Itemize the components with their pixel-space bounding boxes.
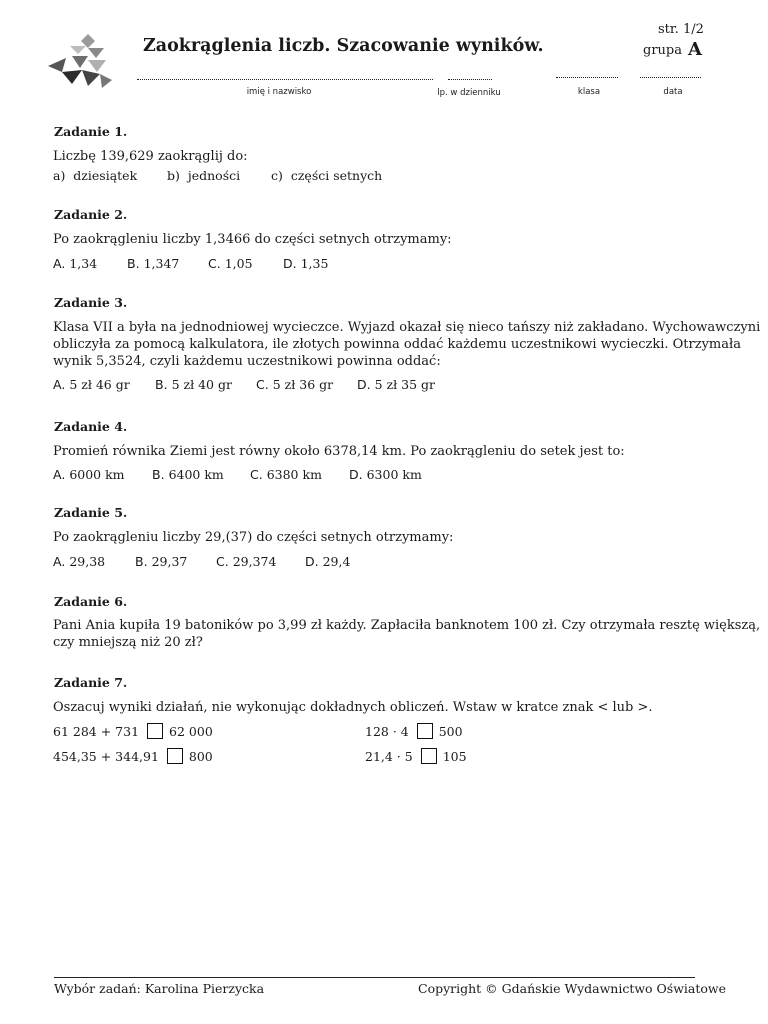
task-1-option-a: a) dziesiątek [53, 168, 138, 183]
task-2-text: Po zaokrągleniu liczby 1,3466 do części setnych otrzymamy: [53, 232, 452, 247]
task-3-option-b: B. 5 zł 40 gr [155, 377, 232, 392]
register-number-field-line[interactable] [448, 79, 492, 80]
answer-box[interactable] [167, 748, 183, 764]
task-1-option-b: b) jedności [167, 168, 241, 183]
task-3-title: Zadanie 3. [54, 295, 128, 310]
task-2-option-d: D. 1,35 [283, 256, 329, 271]
task-1-option-c: c) części setnych [271, 168, 383, 183]
date-field-label: data [663, 87, 683, 97]
task-5-text: Po zaokrągleniu liczby 29,(37) do części setnych otrzymamy: [53, 530, 454, 545]
task-3-text-line-2: obliczyła za pomocą kalkulatora, ile złotych powinna oddać każdemu uczestnikowi wycieczki. Otrzymała [53, 337, 741, 352]
task-7-item-2: 128 · 4 500 [365, 724, 463, 739]
class-field-label: klasa [577, 87, 601, 97]
task-6-text-line-2: czy mniejszą niż 20 zł? [53, 635, 203, 650]
task-3-text-line-3: wynik 5,3524, czyli każdemu uczestnikowi powinna oddać: [53, 354, 441, 369]
footer-divider [54, 977, 695, 978]
answer-box[interactable] [421, 748, 437, 764]
task-4-option-a: A. 6000 km [53, 467, 125, 482]
task-7-item-3: 454,35 + 344,91 800 [53, 749, 213, 764]
task-7-text: Oszacuj wyniki działań, nie wykonując dokładnych obliczeń. Wstaw w kratce znak < lub >. [53, 700, 653, 715]
task-4-text: Promień równika Ziemi jest równy około 6378,14 km. Po zaokrągleniu do setek jest to: [53, 444, 625, 459]
task-3-text-line-1: Klasa VII a była na jednodniowej wycieczce. Wyjazd okazał się nieco tańszy niż zakładano. Wychowawczyni [53, 320, 761, 335]
page-title: Zaokrąglenia liczb. Szacowanie wyników. [143, 36, 544, 56]
class-field-line[interactable] [556, 77, 618, 78]
task-2-option-c: C. 1,05 [208, 256, 253, 271]
task-4-option-b: B. 6400 km [152, 467, 224, 482]
task-5-option-a: A. 29,38 [53, 554, 106, 569]
task-7-item-4: 21,4 · 5 105 [365, 749, 467, 764]
task-4-option-d: D. 6300 km [349, 467, 422, 482]
register-number-field-label: lp. w dzienniku [437, 88, 501, 98]
footer-copyright: Copyright © Gdańskie Wydawnictwo Oświatowe [418, 981, 727, 996]
task-4-title: Zadanie 4. [54, 419, 128, 434]
task-7-item-1: 61 284 + 731 62 000 [53, 724, 213, 739]
page-number: str. 1/2 [658, 22, 704, 37]
answer-box[interactable] [147, 723, 163, 739]
task-5-title: Zadanie 5. [54, 505, 128, 520]
task-2-option-b: B. 1,347 [127, 256, 180, 271]
date-field-line[interactable] [640, 77, 701, 78]
group-letter: A [688, 39, 702, 60]
task-2-option-a: A. 1,34 [53, 256, 98, 271]
name-field-label: imię i nazwisko [246, 87, 312, 97]
group-label: grupa [643, 43, 682, 58]
task-7-title: Zadanie 7. [54, 675, 128, 690]
footer-author: Wybór zadań: Karolina Pierzycka [54, 981, 265, 996]
task-5-option-b: B. 29,37 [135, 554, 188, 569]
task-1-text: Liczbę 139,629 zaokrąglij do: [53, 149, 248, 164]
task-5-option-c: C. 29,374 [216, 554, 277, 569]
task-1-title: Zadanie 1. [54, 124, 128, 139]
task-4-option-c: C. 6380 km [250, 467, 322, 482]
publisher-logo [48, 34, 114, 90]
task-2-title: Zadanie 2. [54, 207, 128, 222]
task-3-option-d: D. 5 zł 35 gr [357, 377, 436, 392]
name-field-line[interactable] [137, 79, 433, 80]
answer-box[interactable] [417, 723, 433, 739]
task-6-text-line-1: Pani Ania kupiła 19 batoników po 3,99 zł każdy. Zapłaciła banknotem 100 zł. Czy otrzymała resztę większą, [53, 618, 761, 633]
task-5-option-d: D. 29,4 [305, 554, 351, 569]
task-3-option-c: C. 5 zł 36 gr [256, 377, 334, 392]
task-6-title: Zadanie 6. [54, 594, 128, 609]
task-3-option-a: A. 5 zł 46 gr [53, 377, 130, 392]
